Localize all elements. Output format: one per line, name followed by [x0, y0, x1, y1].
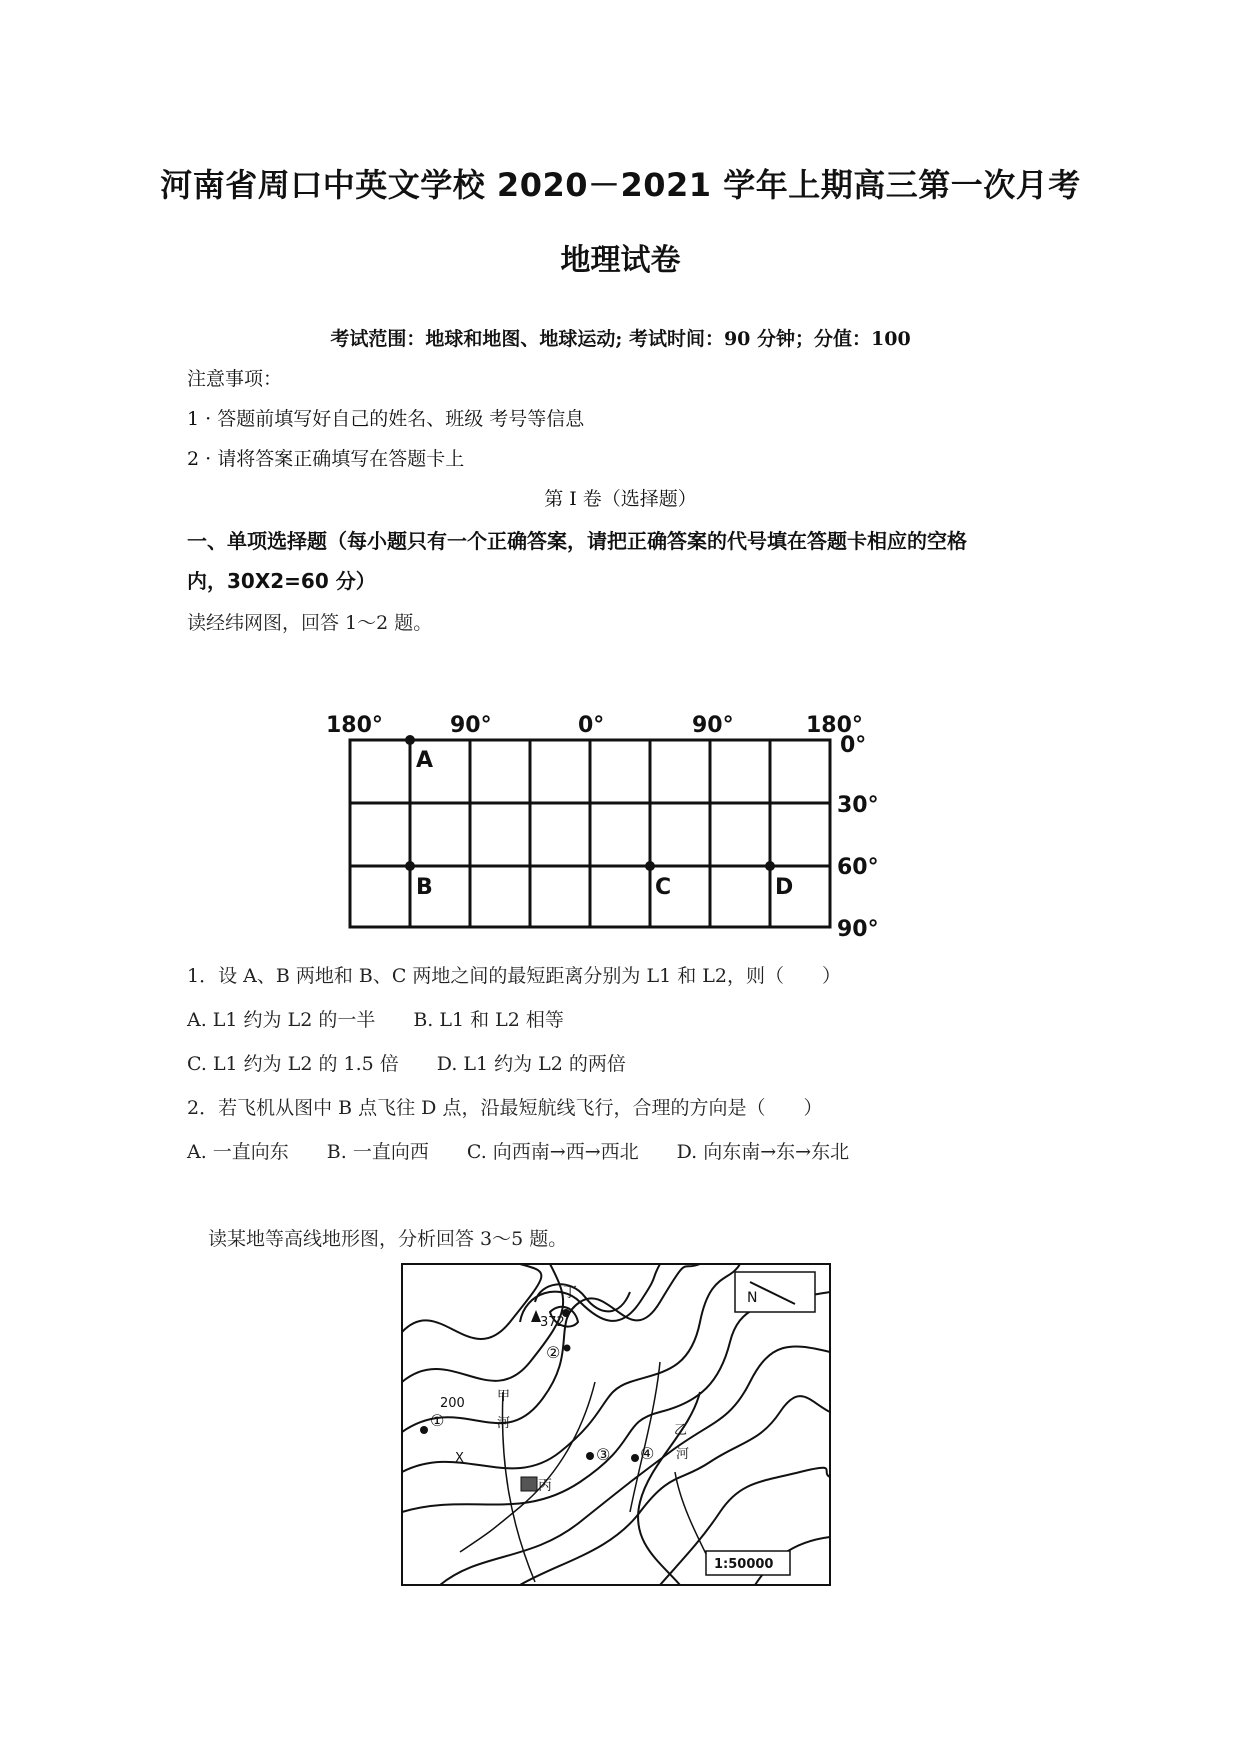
point-4-marker	[631, 1454, 639, 1462]
lat-label-0: 0°	[840, 733, 867, 758]
lon-label-180e: 180°	[806, 713, 863, 738]
contour-map	[400, 1262, 832, 1587]
point-a-marker	[405, 735, 415, 745]
point-3-marker	[586, 1452, 594, 1460]
ding-label: 丁	[563, 1285, 577, 1301]
point-c-label: C	[655, 875, 672, 900]
point-2-marker	[564, 1345, 571, 1352]
section-instruction-1: 一、单项选择题（每小题只有一个正确答案，请把正确答案的代号填在答题卡相应的空格	[187, 529, 967, 553]
bing-label: 丙	[538, 1478, 552, 1494]
lat-label-90: 90°	[837, 917, 879, 940]
point-2-label: ②	[546, 1343, 561, 1362]
note-item-2: 2 · 请将答案正确填写在答题卡上	[187, 448, 465, 470]
point-d-marker	[765, 861, 775, 871]
exam-title: 河南省周口中英文学校 2020－2021 学年上期高三第一次月考	[160, 166, 1081, 204]
notes-heading: 注意事项：	[187, 368, 283, 390]
exam-info: 考试范围：地球和地图、地球运动; 考试时间：90 分钟；分值：100	[330, 328, 911, 350]
lat-long-grid-map	[320, 700, 900, 940]
settlement-bing-icon	[521, 1477, 537, 1491]
contour-200-label: 200	[440, 1396, 465, 1411]
point-b-label: B	[416, 875, 433, 900]
jia-label: 甲	[497, 1389, 511, 1404]
lon-label-180w: 180°	[326, 713, 383, 738]
q2-stem: 2．若飞机从图中 B 点飞往 D 点，沿最短航线飞行，合理的方向是（ ）	[187, 1097, 823, 1119]
lon-label-90e: 90°	[692, 713, 734, 738]
yi-label: 乙	[674, 1423, 688, 1438]
north-label: N	[747, 1290, 758, 1306]
q2-options: A. 一直向东 B. 一直向西 C. 向西南→西→西北 D. 向东南→东→东北	[187, 1141, 850, 1163]
point-d-label: D	[775, 875, 794, 900]
lat-label-30: 30°	[837, 793, 879, 818]
point-a-label: A	[416, 748, 434, 773]
point-b-marker	[405, 861, 415, 871]
jia-he-label: 河	[497, 1416, 511, 1431]
point-c-marker	[645, 861, 655, 871]
note-item-1: 1 · 答题前填写好自己的姓名、班级 考号等信息	[187, 408, 585, 430]
exam-subtitle: 地理试卷	[560, 243, 681, 278]
group1-intro: 读经纬网图，回答 1～2 题。	[187, 612, 433, 634]
peak-elevation-label: 372	[540, 1315, 565, 1330]
lon-label-0: 0°	[578, 713, 605, 738]
q1-options-2: C. L1 约为 L2 的 1.5 倍 D. L1 约为 L2 的两倍	[187, 1053, 626, 1075]
lon-label-90w: 90°	[450, 713, 492, 738]
x-label: X	[455, 1451, 464, 1466]
yi-he-label: 河	[676, 1447, 690, 1462]
point-4-label: ④	[640, 1444, 655, 1463]
section-instruction-2: 内，30X2=60 分）	[187, 569, 376, 593]
q1-options-1: A. L1 约为 L2 的一半 B. L1 和 L2 相等	[187, 1009, 564, 1031]
point-1-marker	[420, 1426, 428, 1434]
q1-stem: 1．设 A、B 两地和 B、C 两地之间的最短距离分别为 L1 和 L2，则（ ）	[187, 965, 841, 987]
group2-intro: 读某地等高线地形图，分析回答 3～5 题。	[208, 1228, 568, 1250]
point-3-label: ③	[596, 1445, 611, 1464]
volume-title: 第 I 卷（选择题）	[544, 488, 697, 510]
scale-label: 1:50000	[714, 1557, 774, 1572]
lat-label-60: 60°	[837, 855, 879, 880]
point-1-label: ①	[430, 1411, 445, 1430]
